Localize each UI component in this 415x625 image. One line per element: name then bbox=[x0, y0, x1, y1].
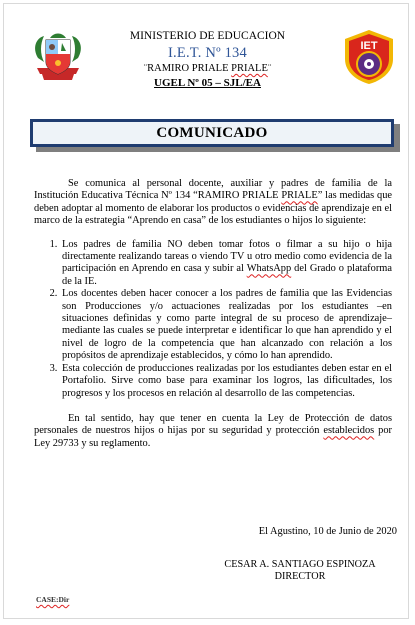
school-logo-icon bbox=[340, 28, 398, 86]
document-date: El Agustino, 10 de Junio de 2020 bbox=[258, 526, 397, 537]
measures-list bbox=[34, 239, 392, 400]
national-shield-icon bbox=[32, 28, 84, 84]
ugel-label: UGEL Nº 05 – SJL/EA bbox=[154, 77, 261, 89]
letterhead bbox=[100, 29, 315, 91]
ministry-name: MINISTERIO DE EDUCACION bbox=[129, 30, 286, 42]
intro-paragraph: Se comunica al personal docente, auxiliar y padres de familia de la Institución Educativa Técnica Nº 134 “RAMIRO PRIALE PRIALE” las medidas que deben adoptar al momento de elaborar los productos o evidencias de aprendizaje en el marco de la estrategia “Aprendo en casa” de los estudiantes o hijos lo siguiente: bbox=[34, 178, 393, 227]
logo-text: IET bbox=[360, 40, 378, 52]
signer-role: DIRECTOR bbox=[274, 571, 326, 582]
document-body bbox=[34, 178, 392, 450]
closing-paragraph: En tal sentido, hay que tener en cuenta la Ley de Protección de datos personales de nuestros hijos o hijas por su seguridad y protección establecidos por Ley 29733 y su reglamento. bbox=[34, 412, 392, 449]
case-label: CASE:Dir bbox=[36, 595, 70, 604]
list-item: 1. Los padres de familia NO deben tomar fotos o filmar a su hijo o hija directamente realizando tareas o viendo TV u otro medio como evidencia de la participación en Aprendo en casa y subir al WhatsApp del Grado o plataforma de la IE. bbox=[60, 239, 392, 289]
signer-name: CESAR A. SANTIAGO ESPINOZA bbox=[224, 559, 376, 570]
list-item: 3. Esta colección de producciones realizadas por los estudiantes deben estar en el Portafolio. Sirve como base para examinar los logros, las dificultades, los progresos y los procesos en relación al desarrollo de las competencias. bbox=[60, 363, 392, 400]
signature-block bbox=[212, 559, 388, 583]
list-item: 2. Los docentes deben hacer conocer a los padres de familia que las Evidencias son Producciones y/o actuaciones realizadas por los estudiantes –en situaciones definidas y como parte integral de su proceso de aprendizaje– mediante las cuales se puede interpretar e identificar lo que han aprendido y el nivel de logro de la competencia que han alcanzado con relación a los propósitos de aprendizaje establecidos, y cómo lo han aprendido. bbox=[60, 288, 392, 362]
banner-title: COMUNICADO bbox=[30, 119, 394, 147]
school-patron: ¨RAMIRO PRIALE PRIALE¨ bbox=[143, 63, 272, 74]
school-name: I.E.T. Nº 134 bbox=[168, 45, 247, 61]
